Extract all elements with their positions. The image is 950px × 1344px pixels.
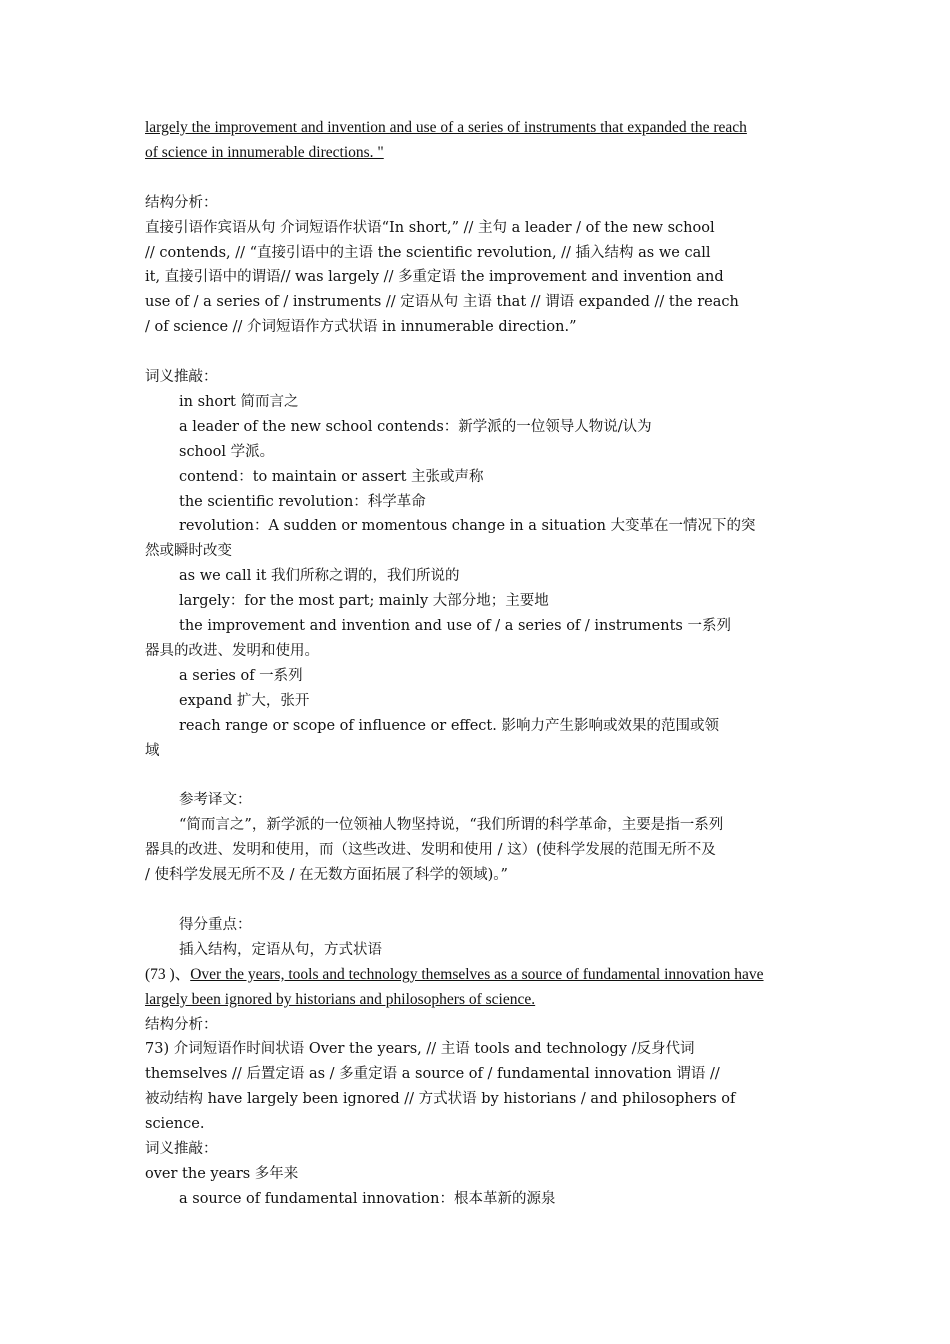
- vocab-item: reach range or scope of influence or effect. 影响力产生影响或效果的范围或领: [179, 717, 719, 734]
- structure-line: // contends, // “直接引语中的主语 the scientific revolution, // 插入结构 as we call: [145, 244, 711, 261]
- vocab-item: a source of fundamental innovation：根本革新的源泉: [179, 1190, 556, 1207]
- structure-line: science.: [145, 1116, 205, 1133]
- vocab-item: expand 扩大，张开: [179, 692, 310, 709]
- structure-line: themselves // 后置定语 as / 多重定语 a source of / fundamental innovation 谓语 //: [145, 1066, 720, 1083]
- spacer: [145, 340, 807, 365]
- vocab-item-continuation: 域: [145, 742, 160, 759]
- vocab-item-continuation: 器具的改进、发明和使用。: [145, 643, 319, 659]
- spacer: [145, 166, 807, 191]
- vocab-list-73: [145, 1162, 807, 1212]
- vocab-item: in short 简而言之: [179, 393, 299, 410]
- vocab-item: contend：to maintain or assert 主张或声称: [179, 468, 484, 485]
- vocab-item: a leader of the new school contends：新学派的一位领导人物说/认为: [179, 418, 652, 435]
- vocab-item: school 学派。: [179, 443, 275, 460]
- vocab-item: over the years 多年来: [145, 1166, 299, 1182]
- vocab-item: the improvement and invention and use of / a series of / instruments 一系列: [179, 618, 731, 635]
- structure-line: it, 直接引语中的谓语// was largely // 多重定语 the improvement and invention and: [145, 269, 724, 286]
- intro-sentence-line-2: [145, 141, 807, 166]
- translation-line: / 使科学发展无所不及 / 在无数方面拓展了科学的领域)。”: [145, 867, 508, 884]
- vocab-list: [145, 390, 807, 764]
- vocab-item-continuation: 然或瞬时改变: [145, 543, 232, 560]
- vocab-heading-73: 词义推敲：: [145, 1141, 218, 1158]
- vocab-item: as we call it 我们所称之谓的，我们所说的: [179, 568, 460, 585]
- structure-heading: 结构分析：: [145, 194, 218, 211]
- question-73-line-1: [145, 963, 807, 988]
- vocab-item: largely：for the most part; mainly 大部分地；主要地: [179, 593, 549, 610]
- vocab-item: revolution：A sudden or momentous change in a situation 大变革在一情况下的突: [179, 518, 756, 535]
- spacer: [145, 888, 807, 913]
- translation-line: 器具的改进、发明和使用，而（这些改进、发明和使用 / 这）(使科学发展的范围无所不及: [145, 842, 716, 859]
- structure-line: / of science // 介词短语作方式状语 in innumerable direction.”: [145, 319, 577, 336]
- vocab-item: the scientific revolution：科学革命: [179, 493, 426, 510]
- structure-line: 73) 介词短语作时间状语 Over the years, // 主语 tools and technology /反身代词: [145, 1041, 695, 1058]
- key-points-heading: 得分重点：: [179, 916, 252, 933]
- structure-line: 直接引语作宾语从句 介词短语作状语“In short,” // 主句 a leader / of the new school: [145, 219, 715, 236]
- vocab-item: a series of 一系列: [179, 667, 303, 684]
- intro-sentence-line-2-text: of science in innumerable directions. ": [145, 143, 384, 161]
- structure-line: 被动结构 have largely been ignored // 方式状语 by historians / and philosophers of: [145, 1091, 736, 1108]
- translation-line: “简而言之”，新学派的一位领袖人物坚持说，“我们所谓的科学革命，主要是指一系列: [179, 817, 724, 834]
- question-number: (73 )、: [145, 965, 191, 983]
- structure-analysis: [145, 216, 807, 341]
- structure-line: use of / a series of / instruments // 定语从句 主语 that // 谓语 expanded // the reach: [145, 294, 739, 311]
- document-page: [145, 116, 807, 1212]
- structure-heading-73: 结构分析：: [145, 1016, 218, 1033]
- translation-heading: 参考译文：: [179, 792, 252, 809]
- reference-translation: [145, 813, 807, 888]
- key-points-text: 插入结构，定语从句，方式状语: [179, 941, 382, 958]
- vocab-heading: 词义推敲：: [145, 369, 218, 386]
- question-73-sentence: Over the years, tools and technology themselves as a source of fundamental innovation have: [190, 965, 764, 983]
- intro-sentence-line-1: largely the improvement and invention and use of a series of instruments that expanded the reach: [145, 119, 747, 136]
- spacer: [145, 764, 807, 789]
- structure-analysis-73: [145, 1037, 807, 1137]
- question-73-line-2: largely been ignored by historians and philosophers of science.: [145, 990, 536, 1008]
